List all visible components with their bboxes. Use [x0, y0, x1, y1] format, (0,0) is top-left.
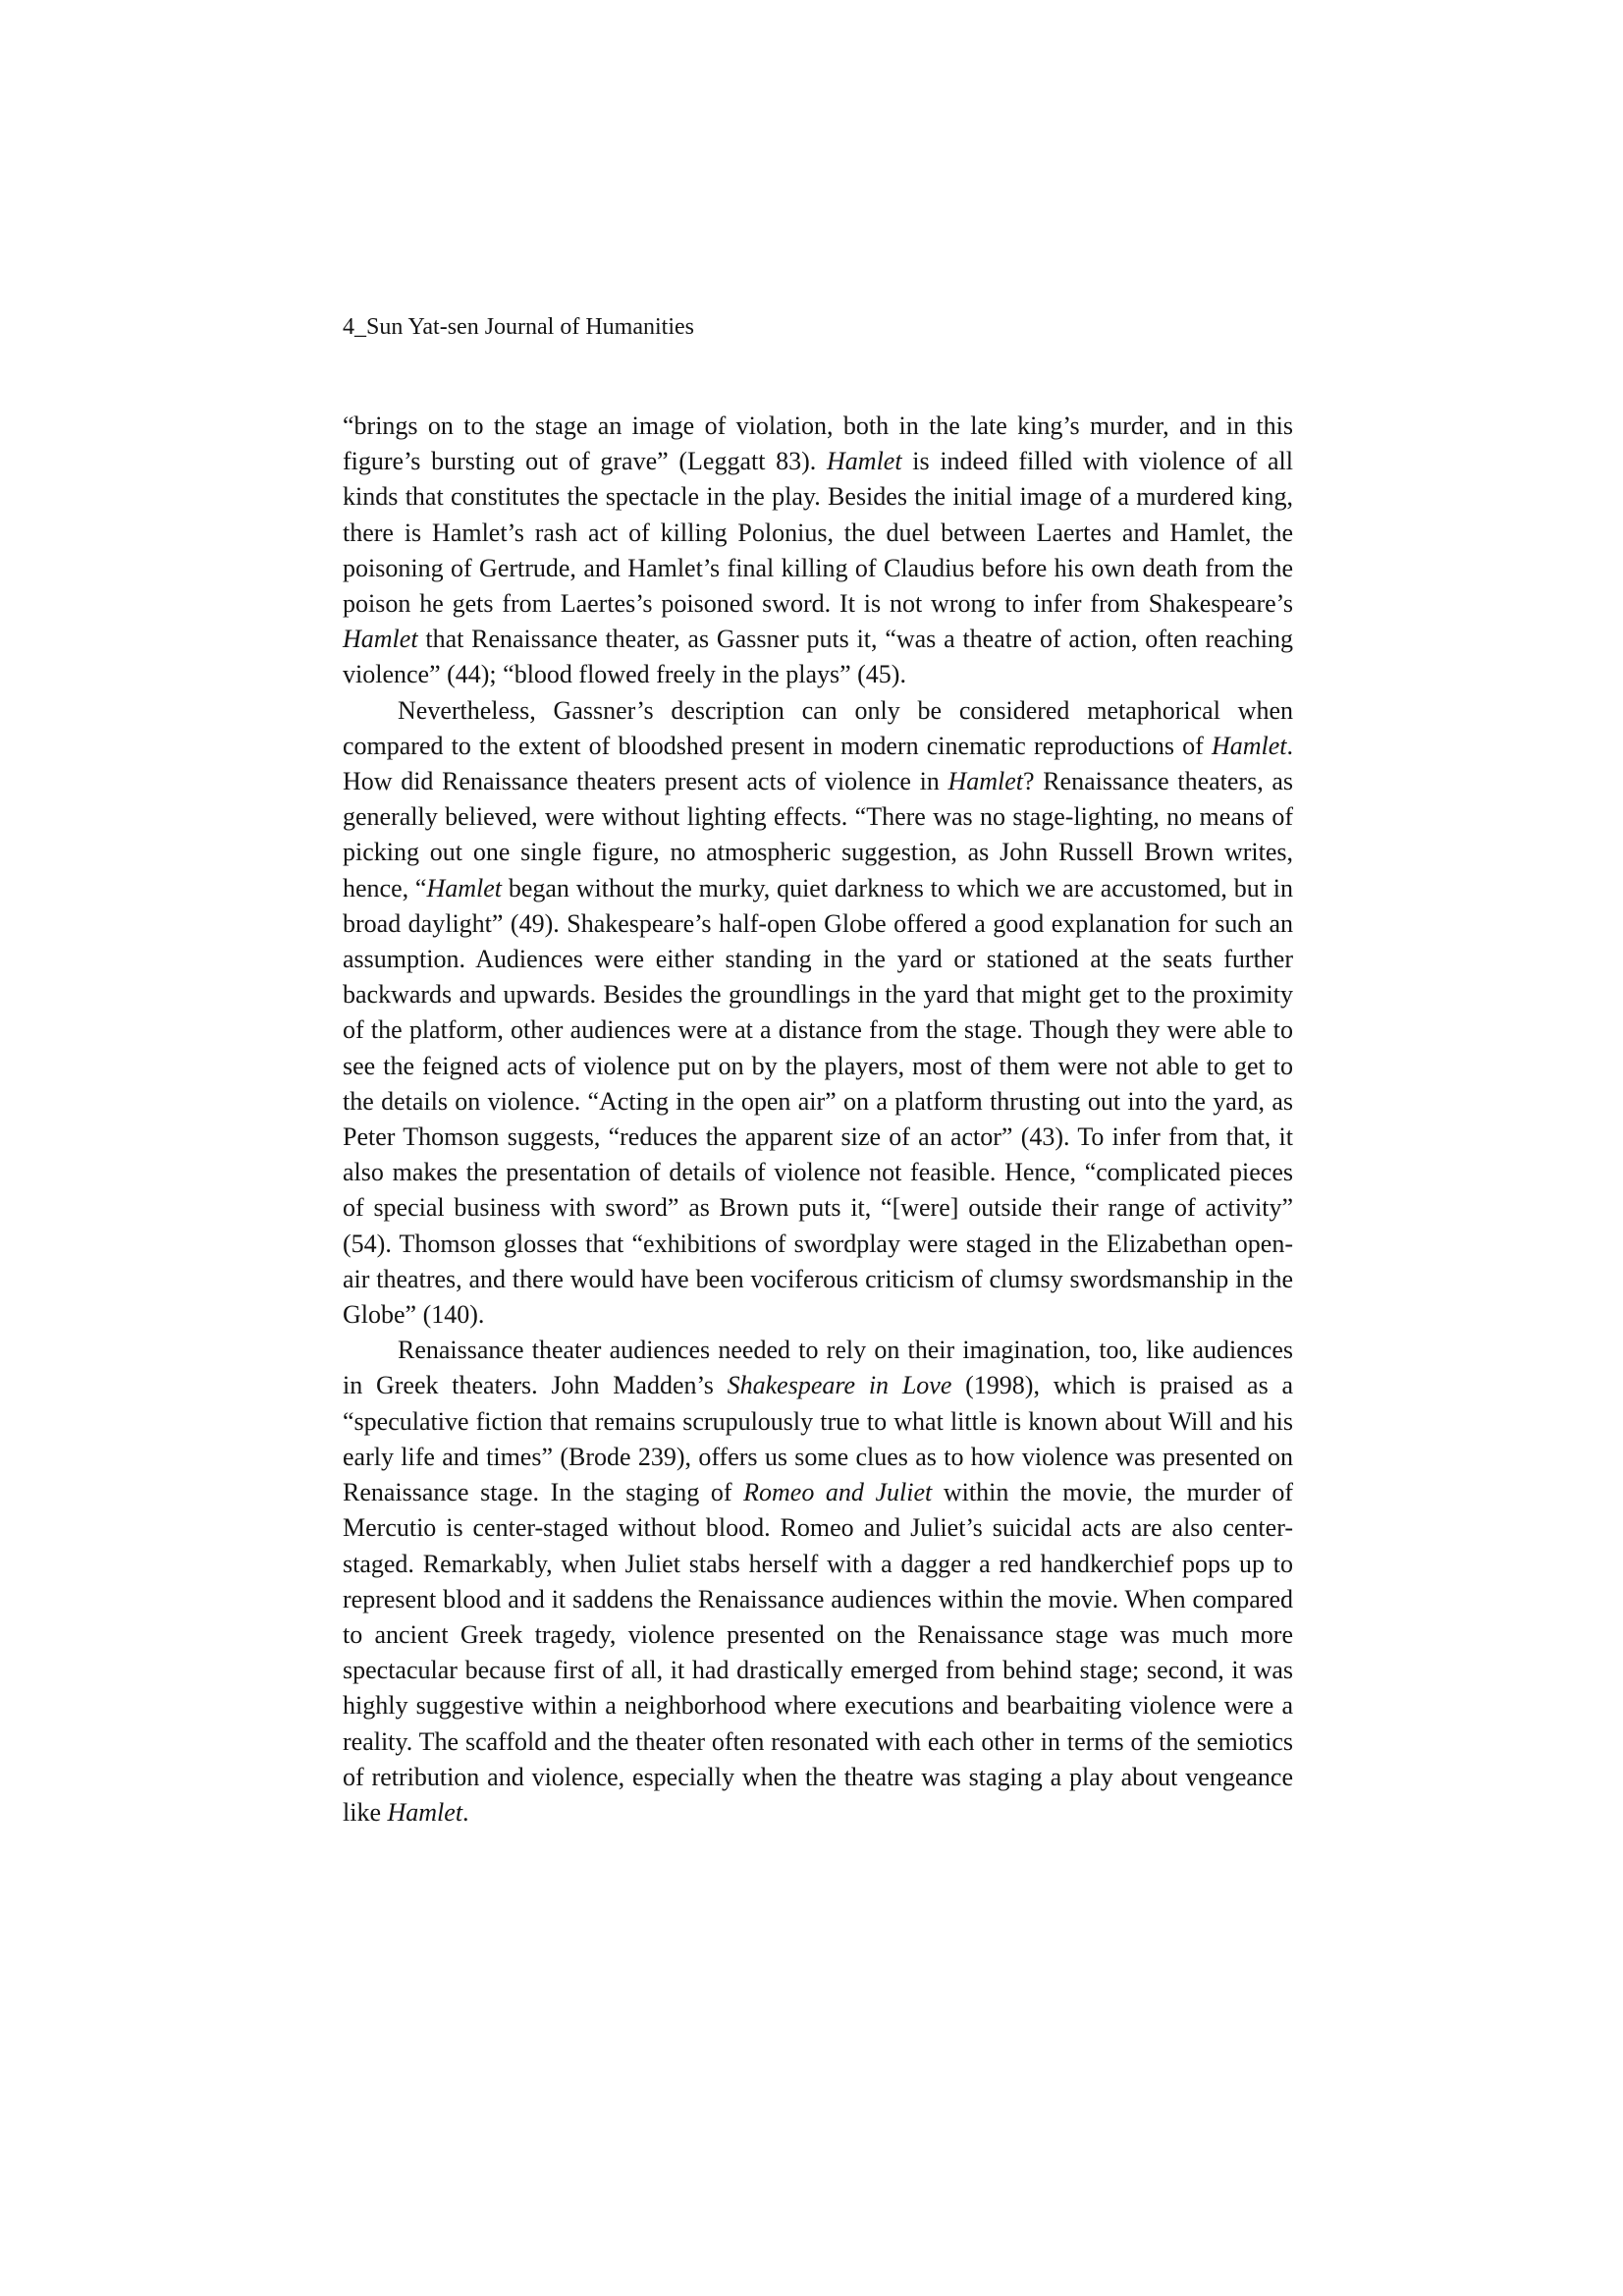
paragraph-1 [343, 409, 1293, 693]
paragraph-3 [343, 1333, 1293, 1831]
italic-title: Hamlet [827, 447, 902, 476]
text-segment: . How did Renaissance theaters present acts of violence in [343, 731, 1293, 796]
running-head: 4_Sun Yat-sen Journal of Humanities [343, 314, 694, 340]
paragraph-2 [343, 693, 1293, 1334]
text-segment: began without the murky, quiet darkness to which we are accustomed, but in broad daylight” (49). Shakespeare’s half-open Globe offered a good explanation for such an assumption. Audiences were either standing in the yard or stationed at the seats further backwards and upwards. Besides the groundlings in the yard that might get to the proximity of the platform, other audiences were at a distance from the stage. Though they were able to see the feigned acts of violence put on by the players, most of them were not able to get to the details on violence. “Acting in the open air” on a platform thrusting out into the yard, as Peter Thomson suggests, “reduces the apparent size of an actor” (43). To infer from that, it also makes the presentation of details of violence not feasible. Hence, “complicated pieces of special business with sword” as Brown puts it, “[were] outside their range of activity” (54). Thomson glosses that “exhibitions of swordplay were staged in the Elizabethan open-air theatres, and there would have been vociferous criticism of clumsy swordsmanship in the Globe” (140). [343, 873, 1294, 1330]
text-segment: (1998), which is praised as a “speculative fiction that remains scrupulously true to what little is known about Will and his early life and times” (Brode 239), offers us some clues as to how violence was presented on Renaissance stage. In the staging of [343, 1371, 1293, 1507]
text-segment: . [462, 1797, 469, 1827]
text-segment: within the movie, the murder of Mercutio is center-staged without blood. Romeo and Juliet’s suicidal acts are also center-staged. Remarkably, when Juliet stabs herself with a dagger a red handkerchief pops up to represent blood and it saddens the Renaissance audiences within the movie. When compared to ancient Greek tragedy, violence presented on the Renaissance stage was much more spectacular because first of all, it had drastically emerged from behind stage; second, it was highly suggestive within a neighborhood where executions and bearbaiting violence were a reality. The scaffold and the theater often resonated with each other in terms of the semiotics of retribution and violence, especially when the theatre was staging a play about vengeance like [343, 1478, 1294, 1827]
italic-title: Hamlet [947, 767, 1023, 796]
italic-title: Shakespeare in Love [727, 1371, 952, 1400]
italic-title: Hamlet [1211, 731, 1287, 760]
text-segment: Renaissance theater audiences needed to rely on their imagination, too, like audiences in Greek theaters. John Madden’s [343, 1336, 1293, 1400]
text-segment: Nevertheless, Gassner’s description can only be considered metaphorical when compared to the extent of bloodshed present in modern cinematic reproductions of [343, 695, 1293, 760]
text-segment: ? Renaissance theaters, as generally believed, were without lighting effects. “There was no stage-lighting, no means of picking out one single figure, no atmospheric suggestion, as John Russell Brown writes, hence, “ [343, 767, 1294, 902]
body-text [343, 409, 1293, 1831]
text-segment: is indeed filled with violence of all kinds that constitutes the spectacle in the play. Besides the initial image of a murdered king, there is Hamlet’s rash act of killing Polonius, the duel between Laertes and Hamlet, the poisoning of Gertrude, and Hamlet’s final killing of Claudius before his own death from the poison he gets from Laertes’s poisoned sword. It is not wrong to infer from Shakespeare’s [343, 447, 1293, 619]
italic-title: Hamlet [343, 625, 418, 654]
italic-title: Hamlet [387, 1797, 463, 1827]
italic-title: Hamlet [426, 873, 503, 902]
text-segment: that Renaissance theater, as Gassner puts it, “was a theatre of action, often reaching violence” (44); “blood flowed freely in the plays” (45). [343, 625, 1293, 689]
italic-title: Romeo and Juliet [743, 1478, 933, 1507]
text-segment: “brings on to the stage an image of violation, both in the late king’s murder, and in this figure’s bursting out of grave” (Leggatt 83). [343, 411, 1293, 476]
